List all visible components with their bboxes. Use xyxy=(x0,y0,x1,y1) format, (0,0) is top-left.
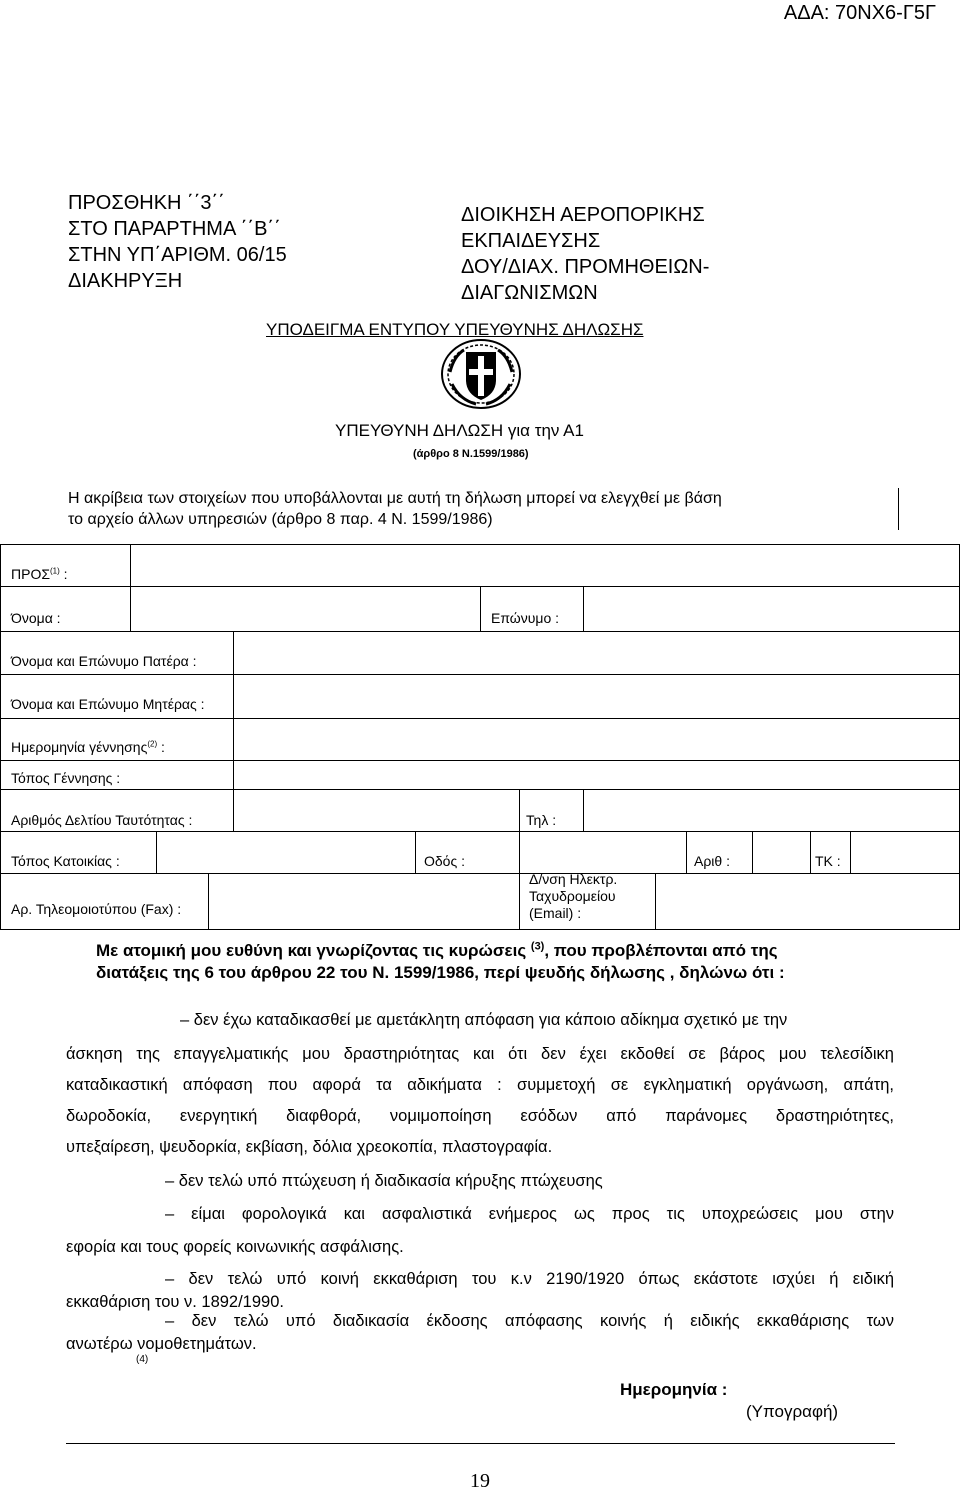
form-line xyxy=(0,544,960,545)
form-line xyxy=(0,674,960,675)
annex-line: ΠΡΟΣΘΗΚΗ ΄΄3΄΄ xyxy=(68,192,225,214)
accuracy-note xyxy=(68,488,722,530)
declaration-article: (άρθρο 8 Ν.1599/1986) xyxy=(413,448,529,460)
form-line xyxy=(415,831,416,873)
form-label-father: Όνομα και Επώνυμο Πατέρα : xyxy=(11,653,197,669)
form-line xyxy=(519,789,520,831)
form-line xyxy=(0,873,960,874)
declaration-item: – δεν έχω καταδικασθεί με αμετάκλητη απόφαση για κάποιο αδίκημα σχετικό με την xyxy=(180,1011,788,1029)
form-line xyxy=(0,718,960,719)
form-label-street: Οδός : xyxy=(424,853,465,869)
declaration-item: – είμαι φορολογικά και ασφαλιστικά ενήμερος ως προς τις υποχρεώσεις μου στην xyxy=(165,1205,894,1223)
email-label-line: (Email) : xyxy=(529,905,582,921)
declaration-item: – δεν τελώ υπό πτώχευση ή διαδικασία κήρυξης πτώχευσης xyxy=(165,1172,603,1190)
form-line xyxy=(208,873,209,929)
form-line xyxy=(233,789,234,831)
form-line xyxy=(0,789,960,790)
form-line xyxy=(850,831,851,873)
form-label-birthdate: Ημερομηνία γέννησης$^{(2)}$ : xyxy=(11,739,165,755)
form-line xyxy=(752,831,753,873)
form-label-name: Όνομα : xyxy=(11,610,61,626)
email-label-line: Ταχυδρομείου xyxy=(529,888,616,904)
footer-divider xyxy=(66,1443,895,1444)
form-line xyxy=(686,831,687,873)
date-label: Ημερομηνία : xyxy=(620,1380,728,1399)
form-line xyxy=(130,544,131,586)
form-line xyxy=(655,873,656,929)
annex-line: ΣΤΟ ΠΑΡΑΡΤΗΜΑ ΄΄Β΄΄ xyxy=(68,218,281,240)
authority-line: ΔΙΑΓΩΝΙΣΜΩΝ xyxy=(461,282,598,304)
accuracy-note-line: Η ακρίβεια των στοιχείων που υποβάλλονται με αυτή τη δήλωση μπορεί να ελεγχθεί με βάση xyxy=(68,490,722,507)
declaration-item: – δεν τελώ υπό κοινή εκκαθάριση του κ.ν 2190/1920 όπως εκάστοτε ισχύει ή ειδική xyxy=(165,1270,894,1288)
form-line xyxy=(519,873,520,929)
authority-line: ΕΚΠΑΙΔΕΥΣΗΣ xyxy=(461,230,601,252)
annex-line: ΔΙΑΚΗΡΥΞΗ xyxy=(68,270,183,292)
form-label-postcode: ΤΚ : xyxy=(815,853,841,869)
form-label-fax: Αρ. Τηλεομοιοτύπου (Fax) : xyxy=(11,901,182,917)
form-label-surname: Επώνυμο : xyxy=(491,610,560,626)
footnote-marker: (4) xyxy=(136,1354,149,1365)
divider xyxy=(898,488,899,530)
form-line xyxy=(156,831,157,873)
annex-line: ΣΤΗΝ ΥΠ΄ΑΡΙΘΜ. 06/15 xyxy=(68,244,287,266)
form-line xyxy=(233,631,234,789)
accuracy-note-line: το αρχείο άλλων υπηρεσιών (άρθρο 8 παρ. 4 Ν. 1599/1986) xyxy=(68,511,493,528)
form-line xyxy=(0,929,960,930)
declaration-form xyxy=(0,544,960,932)
form-label-email xyxy=(529,871,617,922)
signature-label: (Υπογραφή) xyxy=(746,1402,839,1421)
form-label-number: Αριθ : xyxy=(694,853,730,869)
form-line xyxy=(583,789,584,831)
greek-coat-of-arms-icon xyxy=(440,338,522,410)
form-line xyxy=(810,831,811,873)
form-label-id-number: Αριθμός Δελτίου Ταυτότητας : xyxy=(11,812,193,828)
form-label-residence: Τόπος Κατοικίας : xyxy=(11,853,120,869)
form-line xyxy=(130,586,131,631)
form-line xyxy=(0,544,1,930)
template-title: ΥΠΟΔΕΙΓΜΑ ΕΝΤΥΠΟΥ ΥΠΕΥΘΥΝΗΣ ΔΗΛΩΣΗΣ xyxy=(266,320,644,339)
form-label-phone: Τηλ : xyxy=(526,812,557,828)
form-label-birthplace: Τόπος Γέννησης : xyxy=(11,770,121,786)
authority-header xyxy=(461,202,709,306)
declaration-item-text: ανωτέρω νομοθετημάτων. xyxy=(66,1335,257,1353)
declaration-item-text: εκκαθάριση του ν. 1892/1990. xyxy=(66,1293,284,1311)
form-label-pros: ΠΡΟΣ$^{(1)}$ : xyxy=(11,566,68,582)
ada-code: ΑΔΑ: 70ΝΧ6-Γ5Γ xyxy=(783,2,936,24)
declaration-title: ΥΠΕΥΘΥΝΗ ΔΗΛΩΣΗ για την Α1 xyxy=(335,421,584,440)
form-line xyxy=(0,760,960,761)
declaration-item-text: εφορία και τους φορείς κοινωνικής ασφάλισης. xyxy=(66,1238,404,1256)
declaration-item-text: άσκηση της επαγγελματικής μου δραστηριότητας και ότι δεν έχει εκδοθεί σε βάρος μου τελεσίδικη καταδικαστική απόφαση που αφορά τα αδικήματα : συμμετοχή σε εγκληματική οργάνωση, απάτη, δωροδοκία, ενεργητική διαφθορά, νομιμοποίηση εσόδων από παράνομες δραστηριότητες, υπεξαίρεση, ψευδορκία, εκβίαση, δόλια χρεοκοπία, πλαστογραφία. xyxy=(66,1045,894,1156)
form-line xyxy=(583,586,584,631)
email-label-line: Δ/νση Ηλεκτρ. xyxy=(529,871,618,887)
form-line xyxy=(480,586,481,631)
form-line xyxy=(0,631,960,632)
authority-line: ΔΙΟΙΚΗΣΗ ΑΕΡΟΠΟΡΙΚΗΣ xyxy=(461,204,705,226)
declaration-statement: Με ατομική μου ευθύνη και γνωρίζοντας τις κυρώσεις $^{(3)}$, που προβλέπονται από της διατάξεις της 6 του άρθρου 22 του Ν. 1599/1986, περί ψευδής δήλωσης , δηλώνω ότι : xyxy=(96,940,785,982)
form-line xyxy=(0,831,960,832)
authority-line: ΔΟΥ/ΔΙΑΧ. ΠΡΟΜΗΘΕΙΩΝ- xyxy=(461,256,710,278)
form-label-mother: Όνομα και Επώνυμο Μητέρας : xyxy=(11,696,205,712)
form-line xyxy=(519,831,520,873)
page-number: 19 xyxy=(470,1470,490,1492)
declaration-item: – δεν τελώ υπό διαδικασία έκδοσης απόφασης κοινής ή ειδικής εκκαθάρισης των xyxy=(165,1312,894,1330)
annex-header xyxy=(68,190,287,294)
